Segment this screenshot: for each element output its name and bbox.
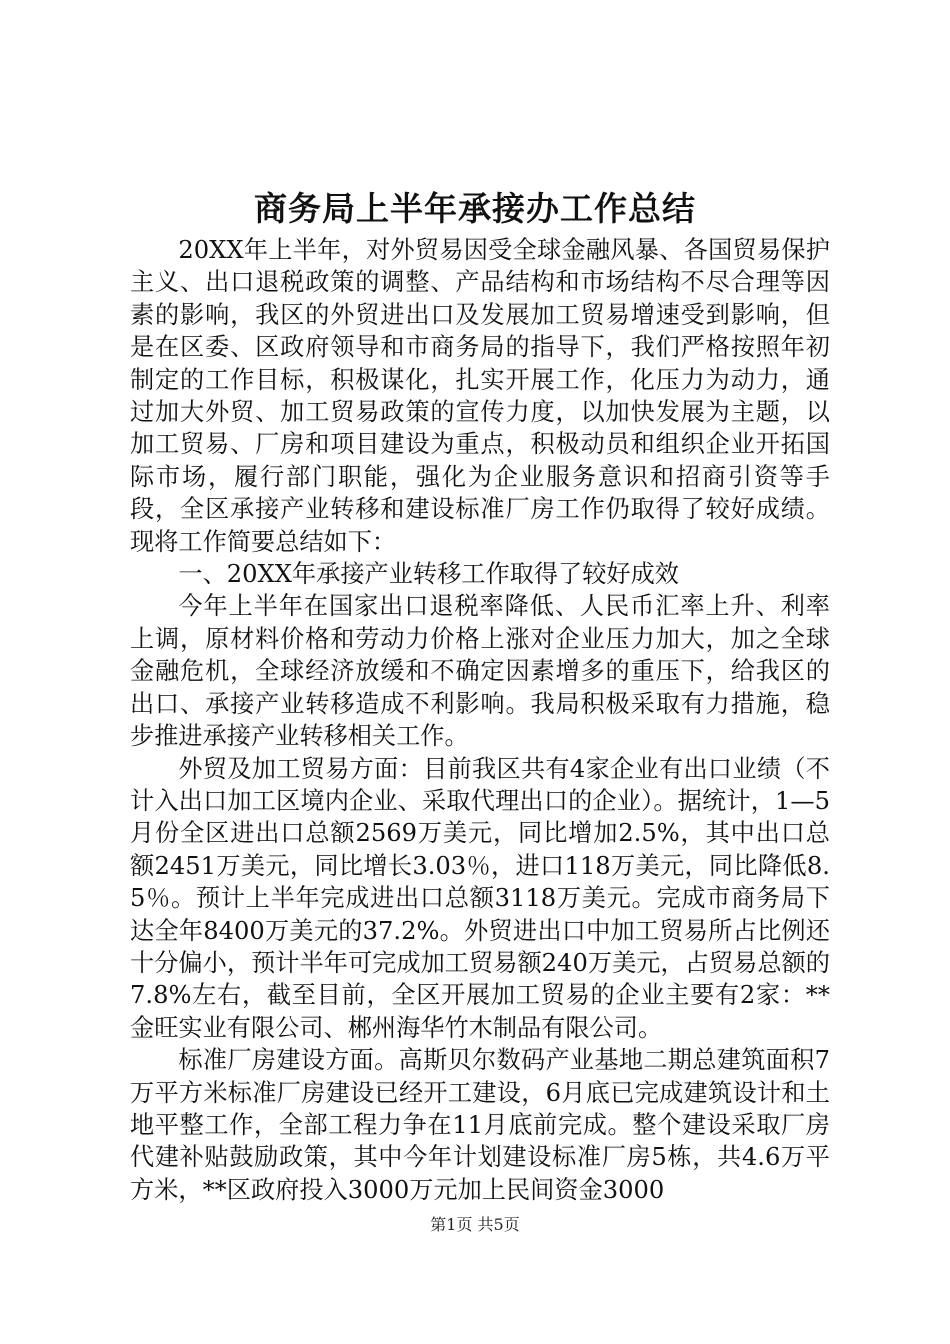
section-paragraph-2: 外贸及加工贸易方面：目前我区共有4家企业有出口业绩（不计入出口加工区境内企业、采取代理出口的企业）。据统计，1—5月份全区进出口总额2569万美元，同比增加2.5%，其中出口总额2451万美元，同比增长3.03％，进口118万美元，同比降低8.5％。预计上半年完成进出口总额3118万美元。完成市商务局下达全年8400万美元的37.2%。外贸进出口中加工贸易所占比例还十分偏小，预计半年可完成加工贸易额240万美元，占贸易总额的7.8%左右，截至目前，全区开展加工贸易的企业主要有2家：**金旺实业有限公司、郴州海华竹木制品有限公司。 [130, 754, 830, 1042]
section-heading: 一、20XX年承接产业转移工作取得了较好成效 [178, 560, 679, 589]
section-paragraph-1: 今年上半年在国家出口退税率降低、人民币汇率上升、利率上调，原材料价格和劳动力价格上涨对企业压力加大，加之全球金融危机，全球经济放缓和不确定因素增多的重压下，给我区的出口、承接产业转移造成不利影响。我局积极采取有力措施，稳步推进承接产业转移相关工作。 [130, 592, 830, 751]
page-footer: 第1页 共5页 [430, 1215, 520, 1234]
document-body [130, 234, 830, 1206]
section-paragraph-3: 标准厂房建设方面。高斯贝尔数码产业基地二期总建筑面积7万平方米标准厂房建设已经开工建设，6月底已完成建筑设计和土地平整工作，全部工程力争在11月底前完成。整个建设采取厂房代建补贴鼓励政策，其中今年计划建设标准厂房5栋，共4.6万平方米，**区政府投入3000万元加上民间资金3000 [130, 1046, 830, 1204]
document-title: 商务局上半年承接办工作总结 [254, 189, 696, 228]
intro-paragraph: 20XX年上半年，对外贸易因受全球金融风暴、各国贸易保护主义、出口退税政策的调整、产品结构和市场结构不尽合理等因素的影响，我区的外贸进出口及发展加工贸易增速受到影响，但是在区委、区政府领导和市商务局的指导下，我们严格按照年初制定的工作目标，积极谋化，扎实开展工作，化压力为动力，通过加大外贸、加工贸易政策的宣传力度，以加快发展为主题，以加工贸易、厂房和项目建设为重点，积极动员和组织企业开拓国际市场，履行部门职能，强化为企业服务意识和招商引资等手段，全区承接产业转移和建设标准厂房工作仍取得了较好成绩。现将工作简要总结如下： [130, 236, 830, 556]
